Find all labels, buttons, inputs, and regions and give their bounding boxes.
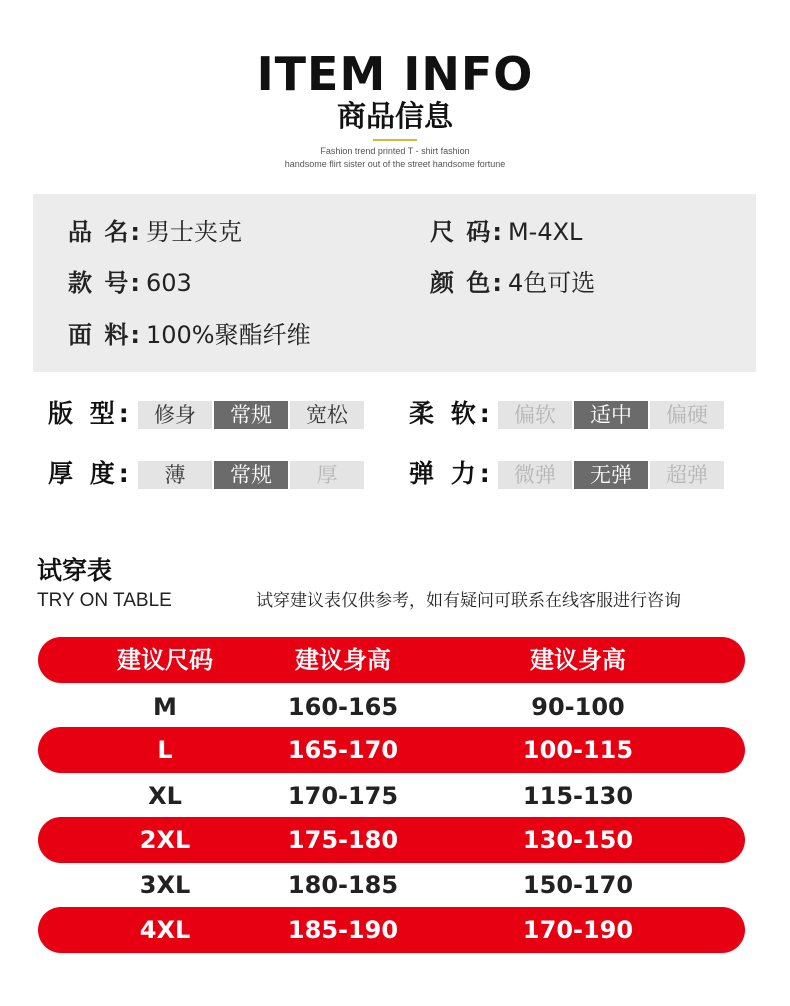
scale-option: 修身 <box>138 401 212 429</box>
table-cell: 115-130 <box>522 782 634 810</box>
table-cell-size: 2XL <box>139 826 191 854</box>
info-label: 尺 码: <box>430 218 504 246</box>
info-value: M-4XL <box>507 218 583 246</box>
scale-thickness <box>138 461 366 489</box>
scale-option: 宽松 <box>290 401 364 429</box>
table-cell: 170-190 <box>522 916 634 944</box>
attr-label-elasticity: 弹 力: <box>409 459 494 488</box>
scale-option: 微弹 <box>498 461 572 489</box>
info-fabric <box>68 320 311 350</box>
table-cell-size: XL <box>148 782 182 810</box>
table-cell-size: 3XL <box>139 871 191 899</box>
info-label: 面 料: <box>68 321 142 349</box>
attr-label-thickness: 厚 度: <box>48 459 133 488</box>
table-cell: 130-150 <box>522 826 634 854</box>
scale-elasticity <box>498 461 726 489</box>
table-cell: 170-175 <box>287 782 399 810</box>
table-cell: 180-185 <box>287 871 399 899</box>
table-cell-size: L <box>157 736 173 764</box>
info-color <box>430 268 595 298</box>
tagline-line-1: Fashion trend printed T - shirt fashion <box>320 146 470 156</box>
table-cell-size: M <box>153 693 177 721</box>
table-cell: 185-190 <box>287 916 399 944</box>
tagline-line-2: handsome flirt sister out of the street handsome fortune <box>284 159 506 169</box>
table-cell: 100-115 <box>522 736 634 764</box>
info-style-number <box>68 268 192 298</box>
table-cell: 90-100 <box>531 693 625 721</box>
scale-option: 偏硬 <box>650 401 724 429</box>
info-value: 603 <box>145 269 192 297</box>
table-header-cell: 建议尺码 <box>117 646 213 674</box>
scale-option-selected: 常规 <box>214 401 288 429</box>
scale-softness <box>498 401 726 429</box>
table-note: 试穿建议表仅供参考，如有疑问可联系在线客服进行咨询 <box>256 591 681 611</box>
scale-option: 偏软 <box>498 401 572 429</box>
scale-option: 厚 <box>290 461 364 489</box>
attr-label-softness: 柔 软: <box>409 399 494 428</box>
table-cell: 175-180 <box>287 826 399 854</box>
info-label: 颜 色: <box>430 269 504 297</box>
info-label: 品 名: <box>68 218 142 246</box>
table-row <box>38 727 745 773</box>
table-header-cell: 建议身高 <box>530 646 626 674</box>
table-cell-size: 4XL <box>139 916 191 944</box>
scale-option-selected: 常规 <box>214 461 288 489</box>
scale-option: 薄 <box>138 461 212 489</box>
info-value: 男士夹克 <box>145 218 242 246</box>
scale-option: 超弹 <box>650 461 724 489</box>
scale-fit <box>138 401 366 429</box>
scale-option-selected: 适中 <box>574 401 648 429</box>
table-row <box>38 907 745 953</box>
table-row <box>38 773 745 819</box>
table-row <box>38 862 745 908</box>
table-header-row <box>38 637 745 683</box>
info-value: 100%聚酯纤维 <box>145 321 311 349</box>
table-header-cell: 建议身高 <box>295 646 391 674</box>
info-value: 4色可选 <box>507 269 596 297</box>
title-divider <box>373 139 417 141</box>
table-cell: 160-165 <box>287 693 399 721</box>
table-row <box>38 817 745 863</box>
table-subtitle: TRY ON TABLE <box>37 590 172 611</box>
table-cell: 150-170 <box>522 871 634 899</box>
scale-option-selected: 无弹 <box>574 461 648 489</box>
info-label: 款 号: <box>68 269 142 297</box>
table-title: 试穿表 <box>37 556 113 585</box>
page-title-en: ITEM INFO <box>256 47 534 101</box>
info-product-name <box>68 217 242 247</box>
attr-label-fit: 版 型: <box>48 399 133 428</box>
page-title-cn: 商品信息 <box>336 99 453 133</box>
table-cell: 165-170 <box>287 736 399 764</box>
table-row <box>38 684 745 730</box>
info-size <box>430 217 582 247</box>
